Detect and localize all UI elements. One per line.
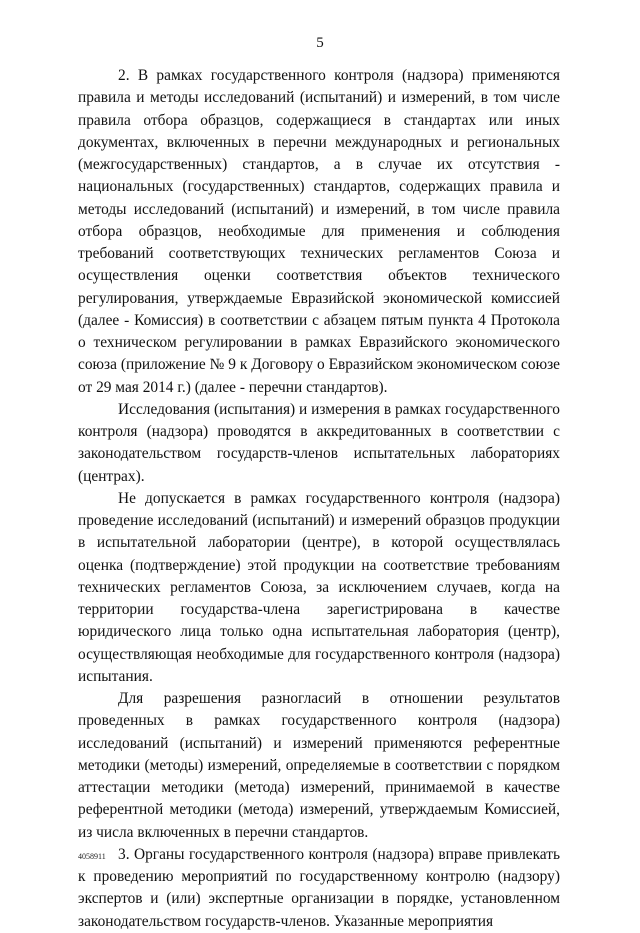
paragraph-clause-3: 3. Органы государственного контроля (надзора) вправе привлекать к проведению мероприятий по государственному контролю (надзору) экспертов и (или) экспертные организации в порядке, установленном законодательством государств-членов. Указанные мероприятия [78,845,560,930]
document-id: 4058911 [78,852,106,861]
paragraph-lab-restriction: Не допускается в рамках государственного контроля (надзора) проведение исследований (испытаний) и измерений образцов продукции в испытательной лаборатории (центре), в которой осуществлялась оценка (подтверждение) этой продукции на соответствие требованиям технических регламентов Союза, за исключением случаев, когда на территории государства-члена зарегистрирована в качестве юридического лица только одна испытательная лаборатория (центр), осуществляющая необходимые для государственного контроля (надзора) испытания. [78,489,560,685]
paragraph-accredited-labs: Исследования (испытания) и измерения в рамках государственного контроля (надзора) проводятся в аккредитованных в соответствии с законодательством государств-членов испытательных лабораториях (центрах). [78,400,560,485]
document-body [78,65,560,933]
paragraph-clause-2: 2. В рамках государственного контроля (надзора) применяются правила и методы исследований (испытаний) и измерений, в том числе правила отбора образцов, содержащиеся в стандартах или иных документах, включенных в перечни международных и региональных (межгосударственных) стандартов, а в случае их отсутствия - национальных (государственных) стандартов, содержащих правила и методы исследований (испытаний) и измерений, в том числе правила отбора образцов, необходимые для применения и соблюдения требований соответствующих технических регламентов Союза и осуществления оценки соответствия объектов технического регулирования, утверждаемые Евразийской экономической комиссией (далее - Комиссия) в соответствии с абзацем пятым пункта 4 Протокола о техническом регулировании в рамках Евразийского экономического союза (приложение № 9 к Договору о Евразийском экономическом союзе от 29 мая 2014 г.) (далее - перечни стандартов). [78,67,560,396]
paragraph-reference-methods: Для разрешения разногласий в отношении результатов проведенных в рамках государственного контроля (надзора) исследований (испытаний) и измерений применяются референтные методики (методы) измерений, определяемые в соответствии с порядком аттестации методики (метода) измерений, принимаемой в качестве референтной методики (метода) измерений, утверждаемым Комиссией, из числа включенных в перечни стандартов. [78,690,560,841]
page-number: 5 [316,35,324,51]
